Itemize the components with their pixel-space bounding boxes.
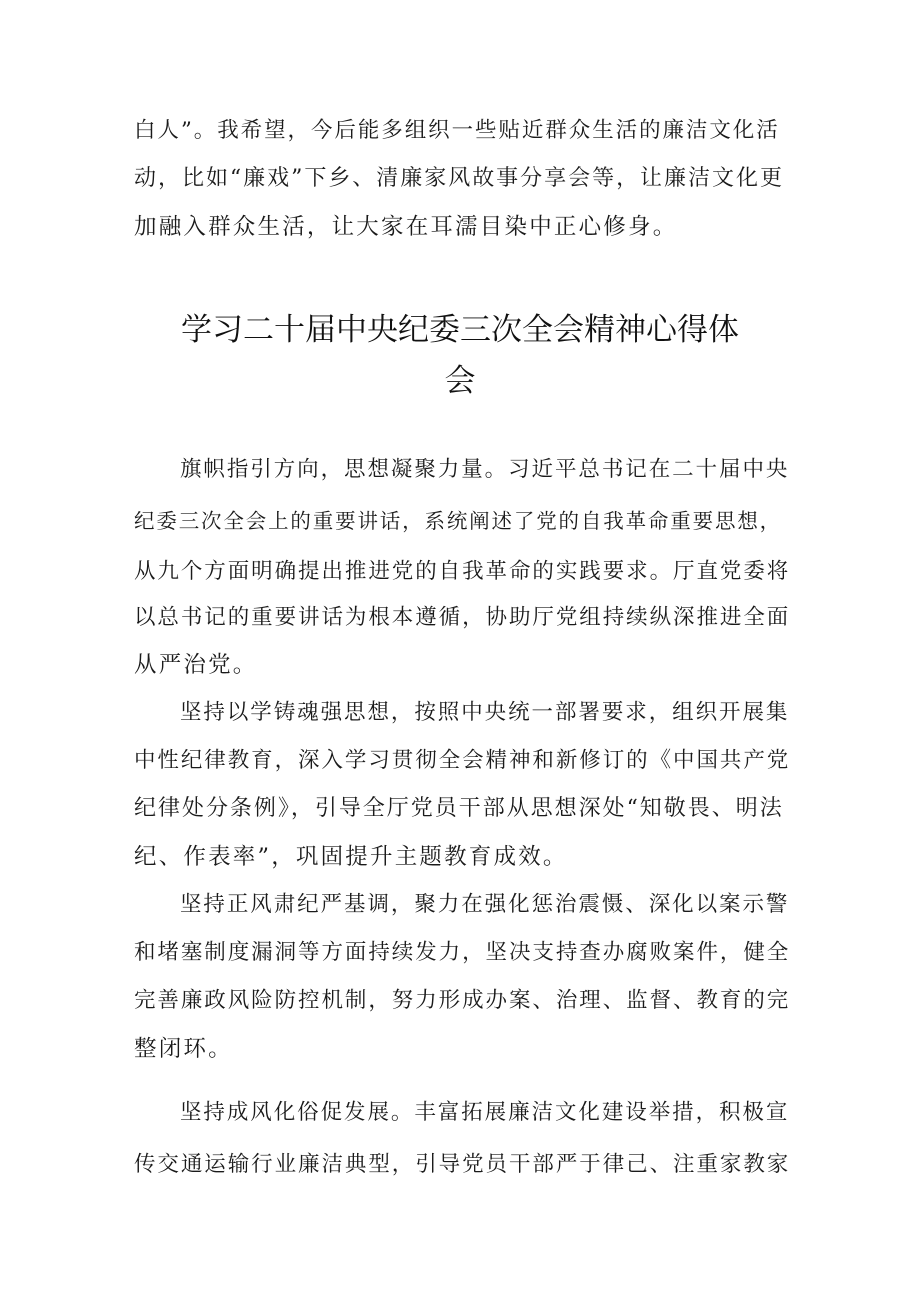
document-title-continued: 会	[444, 363, 476, 399]
paragraph-line: 纪律处分条例》，引导全厅党员干部从思想深处“知敬畏、明法	[134, 796, 784, 821]
paragraph-line: 坚持以学铸魂强思想，按照中央统一部署要求，组织开展集	[180, 700, 790, 725]
paragraph-line: 和堵塞制度漏洞等方面持续发力，坚决支持查办腐败案件，健全	[134, 940, 791, 965]
paragraph-line: 以总书记的重要讲话为根本遵循，协助厅党组持续纵深推进全面	[134, 605, 791, 630]
paragraph-line: 从严治党。	[134, 652, 258, 678]
intro-line: 白人”。我希望，今后能多组织一些贴近群众生活的廉洁文化活	[134, 118, 780, 143]
paragraph-line: 传交通运输行业廉洁典型，引导党员干部严于律己、注重家教家	[134, 1152, 791, 1177]
paragraph-line: 整闭环。	[134, 1036, 233, 1062]
paragraph-line: 中性纪律教育，深入学习贯彻全会精神和新修订的《中国共产党	[134, 748, 791, 773]
paragraph-line: 从九个方面明确提出推进党的自我革命的实践要求。厅直党委将	[134, 559, 791, 584]
paragraph-line: 坚持正风肃纪严基调，聚力在强化惩治震慑、深化以案示警	[180, 892, 790, 917]
intro-line: 加融入群众生活，让大家在耳濡目染中正心修身。	[134, 214, 678, 240]
paragraph-line: 纪、作表率”，巩固提升主题教育成效。	[134, 844, 568, 870]
paragraph-line: 旗帜指引方向，思想凝聚力量。习近平总书记在二十届中央	[180, 457, 790, 482]
intro-line: 动，比如“廉戏”下乡、清廉家风故事分享会等，让廉洁文化更	[134, 166, 784, 191]
document-title: 学习二十届中央纪委三次全会精神心得体	[181, 312, 739, 348]
paragraph-line: 完善廉政风险防控机制，努力形成办案、治理、监督、教育的完	[134, 988, 791, 1013]
paragraph-line: 坚持成风化俗促发展。丰富拓展廉洁文化建设举措，积极宣	[180, 1100, 790, 1125]
paragraph-line: 纪委三次全会上的重要讲话，系统阐述了党的自我革命重要思想，	[134, 509, 783, 533]
